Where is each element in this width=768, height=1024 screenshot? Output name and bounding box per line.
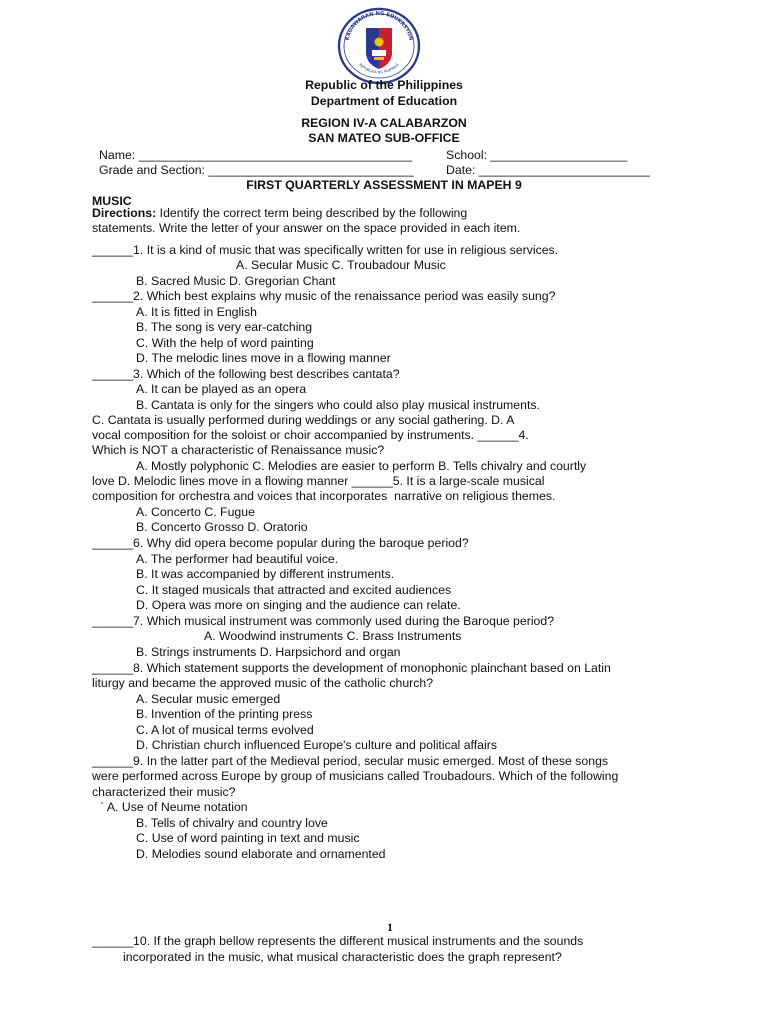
q2-choice-a: A. It is fitted in English (136, 305, 257, 319)
q3-choice-c: C. Cantata is usually performed during weddings or any social gathering. D. A (92, 413, 515, 427)
question-5: composition for orchestra and voices that incorporates narrative on religious themes. (92, 489, 556, 503)
page-number: 1 (387, 920, 393, 934)
q2-choice-c: C. With the help of word painting (136, 336, 314, 350)
q1-choices-bd: B. Sacred Music D. Gregorian Chant (136, 274, 336, 288)
q6-choice-c: C. It staged musicals that attracted and excited audiences (136, 583, 452, 597)
name-field: Name: ________________________________________ (99, 148, 413, 162)
question-4: Which is NOT a characteristic of Renaissance music? (92, 443, 385, 457)
q9-choice-c: C. Use of word painting in text and music (136, 831, 360, 845)
q8-choice-c: C. A lot of musical terms evolved (136, 723, 314, 737)
q6-choice-a: A. The performer had beautiful voice. (136, 552, 339, 566)
q5-choices-ac: A. Concerto C. Fugue (136, 505, 255, 519)
question-6: ______6. Why did opera become popular during the baroque period? (92, 536, 469, 550)
q7-choices-bd: B. Strings instruments D. Harpsichord and organ (136, 645, 401, 659)
q6-choice-b: B. It was accompanied by different instruments. (136, 567, 395, 581)
question-2: ______2. Which best explains why music of the renaissance period was easily sung? (92, 289, 556, 303)
q9-choice-b: B. Tells of chivalry and country love (136, 816, 328, 830)
republic-heading: Republic of the Philippines (305, 78, 463, 92)
q4-choices-acb: A. Mostly polyphonic C. Melodies are easier to perform B. Tells chivalry and courtly (136, 459, 587, 473)
directions-line-1 (92, 206, 467, 221)
department-heading: Department of Education (310, 94, 458, 108)
q3-choice-d-q4: vocal composition for the soloist or choir accompanied by instruments. ______4. (92, 428, 529, 442)
question-7: ______7. Which musical instrument was commonly used during the Baroque period? (92, 614, 555, 628)
question-8-cont: liturgy and became the approved music of the catholic church? (92, 676, 434, 690)
q4-choice-d-q5: love D. Melodic lines move in a flowing manner ______5. It is a large-scale musical (92, 474, 545, 488)
q7-choices-ac: A. Woodwind instruments C. Brass Instruments (204, 629, 462, 643)
seal-text: KAGAWARAN NG EDUKASYON (344, 10, 414, 42)
section-music: MUSIC (92, 194, 132, 208)
directions-line-2: statements. Write the letter of your answer on the space provided in each item. (92, 221, 521, 235)
q6-choice-d: D. Opera was more on singing and the audience can relate. (136, 598, 461, 612)
q5-choices-bd: B. Concerto Grosso D. Oratorio (136, 520, 308, 534)
question-10: ______10. If the graph bellow represents the different musical instruments and the sounds (92, 934, 584, 948)
seal-bottom-text: REPUBLIKA NG PILIPINAS (358, 62, 400, 75)
region-heading: REGION IV-A CALABARZON (301, 116, 467, 130)
question-10-cont: incorporated in the music, what musical characteristic does the graph represent? (123, 950, 562, 964)
suboffice-heading: SAN MATEO SUB-OFFICE (308, 131, 460, 145)
assessment-title: FIRST QUARTERLY ASSESSMENT IN MAPEH 9 (246, 178, 522, 192)
directions-label: Directions: (92, 206, 157, 220)
question-8: ______8. Which statement supports the development of monophonic plainchant based on Latin (92, 661, 611, 675)
q9-choice-d: D. Melodies sound elaborate and ornamented (136, 847, 386, 861)
question-9: ______9. In the latter part of the Medieval period, secular music emerged. Most of these songs (92, 754, 609, 768)
date-field: Date: _________________________ (446, 163, 650, 177)
directions-text: Identify the correct term being described by the following (156, 206, 468, 220)
q8-choice-d: D. Christian church influenced Europe's culture and political affairs (136, 738, 497, 752)
q3-choice-a: A. It can be played as an opera (136, 382, 307, 396)
q8-choice-a: A. Secular music emerged (136, 692, 281, 706)
question-1: ______1. It is a kind of music that was specifically written for use in religious services. (92, 243, 559, 257)
q1-choices-ac: A. Secular Music C. Troubadour Music (236, 258, 446, 272)
q2-choice-b: B. The song is very ear-catching (136, 320, 313, 334)
q3-choice-b: B. Cantata is only for the singers who could also play musical instruments. (136, 398, 540, 412)
q2-choice-d: D. The melodic lines move in a flowing manner (136, 351, 391, 365)
question-9-cont: were performed across Europe by group of musicians called Troubadours. Which of the following (92, 769, 619, 783)
school-field: School: ____________________ (446, 148, 628, 162)
q8-choice-b: B. Invention of the printing press (136, 707, 313, 721)
q9-choice-a: ` A. Use of Neume notation (100, 800, 248, 814)
question-9-cont-2: characterized their music? (92, 785, 236, 799)
question-3: ______3. Which of the following best describes cantata? (92, 367, 400, 381)
grade-section-field: Grade and Section: ______________________________ (99, 163, 414, 177)
deped-seal-logo (334, 6, 424, 86)
